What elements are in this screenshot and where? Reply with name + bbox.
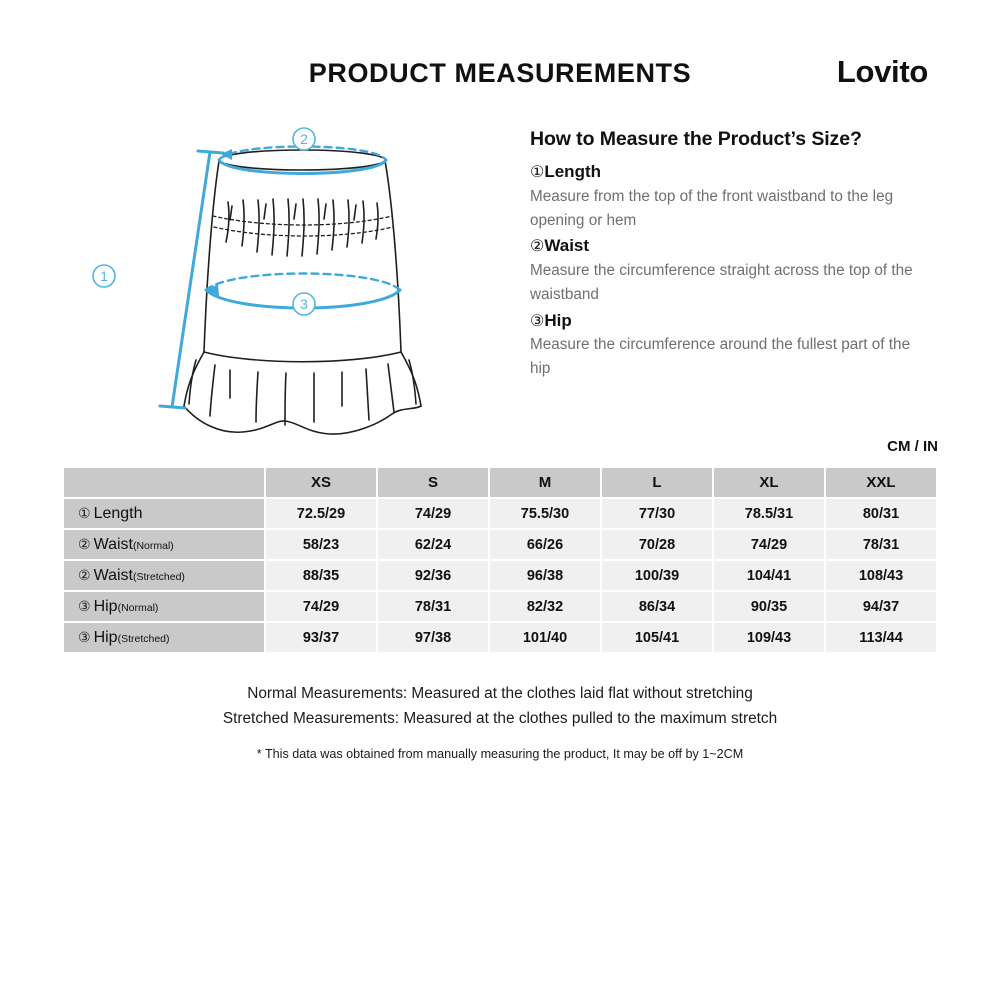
svg-text:1: 1	[100, 268, 108, 284]
table-row	[64, 561, 936, 590]
svg-text:2: 2	[300, 131, 308, 147]
footnote-disclaimer: * This data was obtained from manually measuring the product, It may be off by 1~2CM	[256, 746, 744, 761]
size-column-header: M	[490, 468, 600, 497]
measure-item-length-name: Length	[544, 162, 601, 181]
measurement-value-cell: 70/28	[602, 530, 712, 559]
measurement-value-cell: 100/39	[602, 561, 712, 590]
measurement-qualifier: (Normal)	[132, 539, 174, 552]
skirt-measurement-diagram	[80, 120, 480, 450]
size-column-header: S	[378, 468, 488, 497]
diagram-marker-waist	[293, 128, 315, 150]
measurement-row-label	[64, 530, 264, 559]
size-chart-table	[62, 466, 938, 654]
measure-item-waist-name: Waist	[544, 236, 590, 256]
diagram-marker-hip	[293, 293, 315, 315]
measurement-value-cell: 88/35	[266, 561, 376, 590]
measurement-value-cell: 82/32	[490, 592, 600, 621]
measurement-value-cell: 97/38	[378, 623, 488, 652]
measurement-name: Hip	[93, 628, 118, 646]
measurement-value-cell: 74/29	[378, 499, 488, 528]
measurement-qualifier: (Normal)	[117, 601, 159, 614]
size-chart-body	[64, 499, 936, 652]
footnote-normal: Normal Measurements: Measured at the clothes laid flat without stretching	[247, 685, 753, 702]
measurement-value-cell: 92/36	[378, 561, 488, 590]
measurement-value-cell: 109/43	[714, 623, 824, 652]
circled-number-icon: ②	[78, 566, 91, 583]
measurement-name: Hip	[93, 597, 118, 615]
measurement-value-cell: 104/41	[714, 561, 824, 590]
measurement-name: Waist	[93, 535, 133, 553]
circled-number-3-icon: ③	[530, 312, 545, 330]
circled-number-2-icon: ②	[530, 238, 545, 256]
measurement-name: Length	[93, 504, 143, 522]
size-column-header: XL	[714, 468, 824, 497]
table-row	[64, 592, 936, 621]
circled-number-icon: ②	[78, 535, 91, 552]
table-row	[64, 530, 936, 559]
table-row	[64, 623, 936, 652]
measurement-value-cell: 86/34	[602, 592, 712, 621]
measure-item-hip-heading	[530, 309, 925, 334]
size-column-header: L	[602, 468, 712, 497]
size-column-header: XXL	[826, 468, 936, 497]
units-label: CM / IN	[887, 438, 938, 455]
measurement-value-cell: 105/41	[602, 623, 712, 652]
brand-logo: Lovito	[836, 54, 928, 89]
measure-item-hip-name: Hip	[544, 310, 572, 330]
measurement-name: Waist	[93, 566, 133, 584]
measurement-qualifier: (Stretched)	[132, 570, 185, 583]
footnote-stretched: Stretched Measurements: Measured at the clothes pulled to the maximum stretch	[222, 709, 778, 727]
measure-item-length-description: Measure from the top of the front waistband to the leg opening or hem	[530, 187, 894, 229]
how-to-measure-title: How to Measure the Product’s Size?	[530, 128, 862, 150]
measure-item-hip-description: Measure the circumference around the fullest part of the hip	[530, 336, 911, 378]
measurement-value-cell: 75.5/30	[490, 499, 600, 528]
diagram-marker-length	[93, 265, 115, 287]
measurement-value-cell: 78/31	[826, 530, 936, 559]
svg-text:3: 3	[300, 296, 308, 312]
measurement-value-cell: 96/38	[490, 561, 600, 590]
circled-number-icon: ①	[78, 504, 91, 521]
how-to-measure-panel	[530, 128, 925, 383]
measurement-value-cell: 113/44	[826, 623, 936, 652]
measurement-row-label	[64, 592, 264, 621]
measurement-value-cell: 80/31	[826, 499, 936, 528]
measurement-value-cell: 78/31	[378, 592, 488, 621]
measurement-value-cell: 74/29	[714, 530, 824, 559]
measurement-row-label	[64, 623, 264, 652]
page-title: PRODUCT MEASUREMENTS	[308, 58, 692, 88]
circled-number-icon: ③	[78, 597, 91, 614]
measurement-value-cell: 93/37	[266, 623, 376, 652]
measurement-value-cell: 58/23	[266, 530, 376, 559]
measurement-row-label	[64, 499, 264, 528]
circled-number-1-icon: ①	[530, 164, 545, 181]
measurement-value-cell: 72.5/29	[266, 499, 376, 528]
measure-item-waist-description: Measure the circumference straight across the top of the waistband	[530, 262, 913, 303]
table-header-row	[64, 468, 936, 497]
table-corner-cell	[64, 468, 264, 497]
size-column-header: XS	[266, 468, 376, 497]
measurement-value-cell: 108/43	[826, 561, 936, 590]
measurement-value-cell: 77/30	[602, 499, 712, 528]
measurement-value-cell: 101/40	[490, 623, 600, 652]
measurement-value-cell: 90/35	[714, 592, 824, 621]
measurement-value-cell: 74/29	[266, 592, 376, 621]
circled-number-icon: ③	[78, 628, 91, 645]
measurement-value-cell: 94/37	[826, 592, 936, 621]
measurement-row-label	[64, 561, 264, 590]
table-row	[64, 499, 936, 528]
measurement-value-cell: 62/24	[378, 530, 488, 559]
measurement-value-cell: 78.5/31	[714, 499, 824, 528]
measurement-qualifier: (Stretched)	[117, 632, 170, 645]
measurement-value-cell: 66/26	[490, 530, 600, 559]
measure-item-length-heading	[530, 160, 925, 185]
footnotes	[0, 682, 1000, 761]
measure-item-waist-heading	[530, 234, 925, 259]
